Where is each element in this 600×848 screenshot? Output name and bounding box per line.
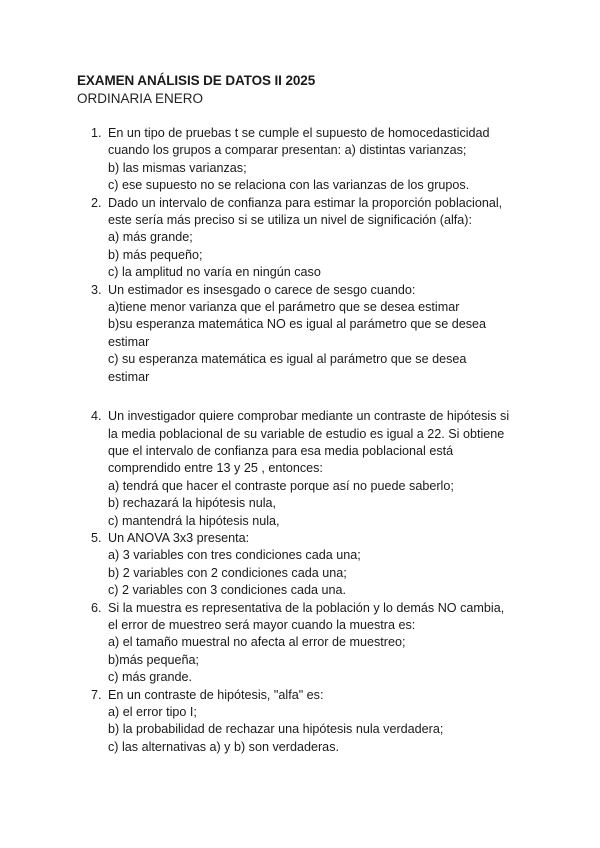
question-text-line: el error de muestreo será mayor cuando la muestra es:	[108, 617, 416, 632]
answer-option-c: c) más grande.	[108, 670, 192, 685]
question-text-line: la media poblacional de su variable de estudio es igual a 22. Si obtiene	[108, 426, 505, 441]
question-number: 4.	[91, 409, 102, 424]
question-text-line: Un investigador quiere comprobar mediante un contraste de hipótesis si	[108, 409, 510, 424]
answer-option-c: c) ese supuesto no se relaciona con las varianzas de los grupos.	[108, 178, 470, 193]
question-text-line: En un tipo de pruebas t se cumple el supuesto de homocedasticidad	[108, 126, 490, 140]
question-text-line: Un estimador es insesgado o carece de sesgo cuando:	[108, 282, 416, 297]
question-text-line: este sería más preciso si se utiliza un nivel de significación (alfa):	[108, 213, 472, 228]
question-number: 3.	[91, 282, 102, 297]
answer-option-b: b) rechazará la hipótesis nula,	[108, 496, 277, 511]
question-number: 7.	[91, 687, 102, 702]
answer-option-a: a) el error tipo I;	[108, 705, 197, 719]
exam-title: EXAMEN ANÁLISIS DE DATOS II 2025	[77, 73, 316, 88]
question-text-line: En un contraste de hipótesis, "alfa" es:	[108, 687, 324, 702]
question-text-line: cuando los grupos a comparar presentan: a) distintas varianzas;	[108, 143, 467, 158]
answer-option-b: b) 2 variables con 2 condiciones cada una;	[108, 565, 347, 580]
question-text-line: comprendido entre 13 y 25 , entonces:	[108, 461, 323, 476]
answer-option-c: c) su esperanza matemática es igual al parámetro que se desea	[108, 352, 467, 367]
answer-option-a: a)tiene menor varianza que el parámetro que se desea estimar	[108, 300, 460, 315]
question-text-line: que el intervalo de confianza para esa media poblacional está	[108, 443, 454, 458]
answer-option-b: b) la probabilidad de rechazar una hipótesis nula verdadera;	[108, 722, 444, 737]
question-2	[77, 195, 537, 282]
answer-option-b: b) más pequeño;	[108, 247, 203, 262]
question-text-line: Dado un intervalo de confianza para estimar la proporción poblacional,	[108, 195, 503, 210]
exam-subtitle: ORDINARIA ENERO	[77, 91, 204, 106]
spacer	[77, 386, 537, 408]
question-3	[77, 282, 537, 386]
answer-option-b: b)su esperanza matemática NO es igual al parámetro que se desea	[108, 317, 487, 332]
question-5	[77, 530, 537, 600]
answer-option-c: c) mantendrá la hipótesis nula,	[108, 513, 280, 528]
question-text-line: Un ANOVA 3x3 presenta:	[108, 530, 250, 545]
question-number: 1.	[91, 126, 102, 140]
question-4	[77, 408, 537, 530]
question-number: 6.	[91, 600, 102, 615]
question-list	[77, 125, 537, 756]
answer-option-a: a) el tamaño muestral no afecta al error de muestreo;	[108, 635, 406, 650]
question-6	[77, 600, 537, 687]
question-text-line: Si la muestra es representativa de la población y lo demás NO cambia,	[108, 600, 505, 615]
answer-option-b: b) las mismas varianzas;	[108, 160, 247, 175]
answer-option-c: c) las alternativas a) y b) son verdaderas.	[108, 739, 339, 754]
answer-option-a: a) tendrá que hacer el contraste porque así no puede saberlo;	[108, 478, 454, 493]
answer-option-a: a) 3 variables con tres condiciones cada una;	[108, 548, 361, 563]
question-number: 2.	[91, 195, 102, 210]
answer-option-a: a) más grande;	[108, 230, 193, 245]
question-7	[77, 687, 537, 757]
answer-option-b-continued: estimar	[108, 334, 150, 349]
exam-header	[77, 72, 315, 108]
answer-option-c: c) la amplitud no varía en ningún caso	[108, 265, 321, 280]
answer-option-b: b)más pequeña;	[108, 652, 200, 667]
answer-option-c-continued: estimar	[108, 369, 150, 384]
question-1	[77, 125, 537, 195]
answer-option-c: c) 2 variables con 3 condiciones cada una.	[108, 583, 347, 598]
question-number: 5.	[91, 530, 102, 545]
